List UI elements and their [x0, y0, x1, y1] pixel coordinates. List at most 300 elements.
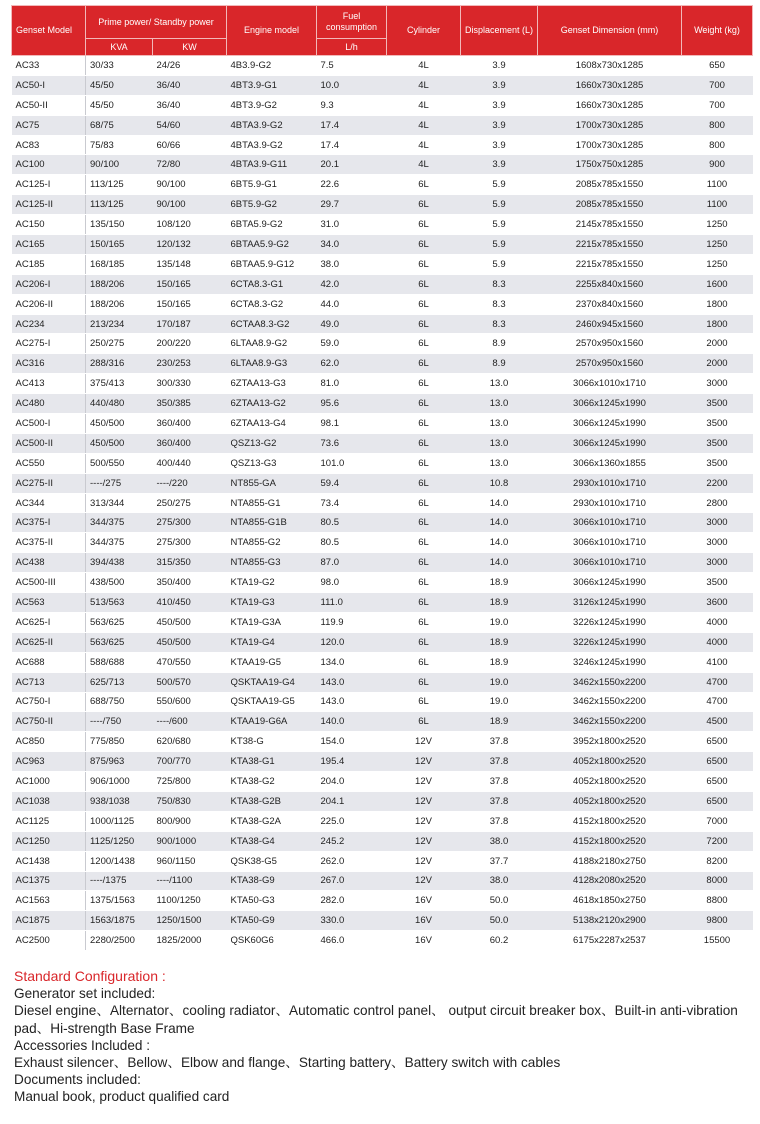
header-dimension: Genset Dimension (mm) [538, 6, 682, 56]
table-row [12, 56, 753, 76]
cell-engine: 6ZTAA13-G2 [227, 394, 317, 414]
cell-fuel: 330.0 [317, 911, 387, 931]
cell-displacement: 3.9 [461, 56, 538, 76]
cell-kw: 350/385 [153, 394, 227, 414]
cell-kw: 36/40 [153, 75, 227, 95]
cell-dimension: 3066x1245x1990 [538, 414, 682, 434]
cell-model: AC185 [12, 254, 86, 274]
cell-engine: QSZ13-G3 [227, 453, 317, 473]
cell-engine: QSKTAA19-G4 [227, 672, 317, 692]
cell-displacement: 5.9 [461, 235, 538, 255]
cell-displacement: 14.0 [461, 553, 538, 573]
cell-fuel: 17.4 [317, 115, 387, 135]
cell-model: AC963 [12, 752, 86, 772]
cell-displacement: 5.9 [461, 195, 538, 215]
cell-dimension: 2460x945x1560 [538, 314, 682, 334]
cell-displacement: 8.9 [461, 334, 538, 354]
config-accessories-heading: Accessories Included : [14, 1037, 151, 1053]
cell-engine: KTA38-G1 [227, 752, 317, 772]
cell-dimension: 4188x2180x2750 [538, 851, 682, 871]
cell-model: AC206-I [12, 274, 86, 294]
cell-weight: 800 [682, 135, 753, 155]
cell-fuel: 101.0 [317, 453, 387, 473]
cell-kva: 938/1038 [86, 791, 153, 811]
cell-kw: 1250/1500 [153, 911, 227, 931]
cell-engine: 6BTAA5.9-G12 [227, 254, 317, 274]
cell-model: AC1038 [12, 791, 86, 811]
cell-kw: 1100/1250 [153, 891, 227, 911]
cell-fuel: 22.6 [317, 175, 387, 195]
cell-dimension: 4152x1800x2520 [538, 811, 682, 831]
cell-cylinder: 16V [387, 911, 461, 931]
cell-displacement: 18.9 [461, 652, 538, 672]
cell-displacement: 8.3 [461, 274, 538, 294]
cell-fuel: 154.0 [317, 732, 387, 752]
cell-kva: 394/438 [86, 553, 153, 573]
cell-model: AC500-II [12, 433, 86, 453]
table-row [12, 334, 753, 354]
cell-model: AC625-II [12, 632, 86, 652]
cell-engine: 6BTA5.9-G2 [227, 215, 317, 235]
config-documents-items: Manual book, product qualified card [14, 1089, 230, 1105]
cell-kva: 500/550 [86, 453, 153, 473]
cell-kva: 450/500 [86, 414, 153, 434]
cell-cylinder: 6L [387, 254, 461, 274]
table-row [12, 851, 753, 871]
cell-displacement: 37.8 [461, 772, 538, 792]
table-row [12, 95, 753, 115]
cell-fuel: 73.6 [317, 433, 387, 453]
cell-dimension: 3462x1550x2200 [538, 712, 682, 732]
cell-fuel: 44.0 [317, 294, 387, 314]
cell-dimension: 4618x1850x2750 [538, 891, 682, 911]
cell-kw: 36/40 [153, 95, 227, 115]
cell-kva: 688/750 [86, 692, 153, 712]
cell-model: AC1563 [12, 891, 86, 911]
cell-kva: 438/500 [86, 573, 153, 593]
cell-model: AC206-II [12, 294, 86, 314]
cell-cylinder: 6L [387, 374, 461, 394]
cell-displacement: 18.9 [461, 573, 538, 593]
cell-weight: 8000 [682, 871, 753, 891]
cell-model: AC33 [12, 56, 86, 76]
cell-kva: 440/480 [86, 394, 153, 414]
cell-dimension: 3126x1245x1990 [538, 593, 682, 613]
cell-weight: 1800 [682, 314, 753, 334]
table-row [12, 891, 753, 911]
cell-cylinder: 12V [387, 851, 461, 871]
cell-fuel: 143.0 [317, 672, 387, 692]
header-fuel-consumption: Fuel consumption [317, 6, 387, 39]
cell-engine: KTA38-G4 [227, 831, 317, 851]
cell-engine: QSZ13-G2 [227, 433, 317, 453]
cell-displacement: 5.9 [461, 215, 538, 235]
cell-weight: 8800 [682, 891, 753, 911]
cell-model: AC375-I [12, 513, 86, 533]
table-row [12, 533, 753, 553]
cell-dimension: 1700x730x1285 [538, 135, 682, 155]
cell-dimension: 3066x1010x1710 [538, 374, 682, 394]
cell-model: AC275-I [12, 334, 86, 354]
cell-weight: 1600 [682, 274, 753, 294]
cell-cylinder: 6L [387, 235, 461, 255]
table-row [12, 394, 753, 414]
cell-cylinder: 6L [387, 354, 461, 374]
cell-fuel: 29.7 [317, 195, 387, 215]
cell-fuel: 31.0 [317, 215, 387, 235]
cell-weight: 1800 [682, 294, 753, 314]
cell-dimension: 3066x1360x1855 [538, 453, 682, 473]
cell-kw: 450/500 [153, 612, 227, 632]
cell-displacement: 37.8 [461, 791, 538, 811]
cell-cylinder: 6L [387, 712, 461, 732]
cell-fuel: 111.0 [317, 593, 387, 613]
cell-kw: 200/220 [153, 334, 227, 354]
cell-model: AC375-II [12, 533, 86, 553]
cell-displacement: 37.8 [461, 732, 538, 752]
cell-fuel: 73.4 [317, 493, 387, 513]
cell-kw: 725/800 [153, 772, 227, 792]
cell-cylinder: 4L [387, 115, 461, 135]
cell-dimension: 3226x1245x1990 [538, 632, 682, 652]
cell-fuel: 120.0 [317, 632, 387, 652]
standard-configuration [14, 968, 750, 1106]
cell-cylinder: 12V [387, 831, 461, 851]
header-engine-model: Engine model [227, 6, 317, 56]
cell-kw: 108/120 [153, 215, 227, 235]
cell-model: AC150 [12, 215, 86, 235]
cell-kw: 170/187 [153, 314, 227, 334]
cell-dimension: 2370x840x1560 [538, 294, 682, 314]
cell-fuel: 7.5 [317, 56, 387, 76]
cell-cylinder: 4L [387, 56, 461, 76]
cell-kva: 344/375 [86, 513, 153, 533]
cell-cylinder: 6L [387, 195, 461, 215]
cell-cylinder: 6L [387, 433, 461, 453]
table-row [12, 612, 753, 632]
table-row [12, 871, 753, 891]
cell-kva: 2280/2500 [86, 931, 153, 951]
cell-engine: 4B3.9-G2 [227, 56, 317, 76]
cell-kw: 750/830 [153, 791, 227, 811]
table-row [12, 692, 753, 712]
table-row [12, 374, 753, 394]
cell-dimension: 4128x2080x2520 [538, 871, 682, 891]
cell-kw: 350/400 [153, 573, 227, 593]
cell-dimension: 3066x1245x1990 [538, 394, 682, 414]
cell-model: AC50-II [12, 95, 86, 115]
cell-cylinder: 4L [387, 75, 461, 95]
cell-kva: 625/713 [86, 672, 153, 692]
config-generator-items: Diesel engine、Alternator、cooling radiator、Automatic control panel、 output circuit breaker box、Built-in anti-vibration pad、Hi-strength Base Frame [14, 1003, 738, 1036]
table-row [12, 911, 753, 931]
table-row [12, 135, 753, 155]
cell-model: AC75 [12, 115, 86, 135]
cell-kw: 54/60 [153, 115, 227, 135]
cell-cylinder: 6L [387, 274, 461, 294]
cell-kw: 315/350 [153, 553, 227, 573]
cell-kva: 1375/1563 [86, 891, 153, 911]
cell-model: AC413 [12, 374, 86, 394]
cell-fuel: 42.0 [317, 274, 387, 294]
cell-kw: 960/1150 [153, 851, 227, 871]
cell-fuel: 140.0 [317, 712, 387, 732]
cell-weight: 6500 [682, 772, 753, 792]
cell-displacement: 18.9 [461, 712, 538, 732]
cell-kw: ----/1100 [153, 871, 227, 891]
cell-cylinder: 6L [387, 553, 461, 573]
cell-engine: KTA38-G2 [227, 772, 317, 792]
cell-displacement: 38.0 [461, 831, 538, 851]
cell-displacement: 18.9 [461, 593, 538, 613]
cell-kw: 60/66 [153, 135, 227, 155]
cell-engine: QSK60G6 [227, 931, 317, 951]
cell-fuel: 81.0 [317, 374, 387, 394]
cell-engine: 4BT3.9-G2 [227, 95, 317, 115]
cell-displacement: 37.8 [461, 811, 538, 831]
cell-weight: 4700 [682, 692, 753, 712]
cell-model: AC1250 [12, 831, 86, 851]
table-row [12, 573, 753, 593]
cell-displacement: 13.0 [461, 433, 538, 453]
cell-fuel: 95.6 [317, 394, 387, 414]
cell-kva: 1563/1875 [86, 911, 153, 931]
header-kw: KW [153, 39, 227, 56]
cell-fuel: 34.0 [317, 235, 387, 255]
cell-dimension: 2930x1010x1710 [538, 473, 682, 493]
cell-kva: ----/1375 [86, 871, 153, 891]
cell-engine: KTA38-G9 [227, 871, 317, 891]
cell-kw: 800/900 [153, 811, 227, 831]
cell-cylinder: 6L [387, 294, 461, 314]
cell-fuel: 87.0 [317, 553, 387, 573]
cell-weight: 2800 [682, 493, 753, 513]
table-row [12, 354, 753, 374]
cell-weight: 2200 [682, 473, 753, 493]
cell-engine: KTAA19-G5 [227, 652, 317, 672]
cell-engine: KTAA19-G6A [227, 712, 317, 732]
cell-engine: KTA19-G4 [227, 632, 317, 652]
cell-dimension: 3462x1550x2200 [538, 692, 682, 712]
cell-dimension: 2215x785x1550 [538, 254, 682, 274]
cell-cylinder: 6L [387, 394, 461, 414]
cell-fuel: 262.0 [317, 851, 387, 871]
cell-engine: 6BT5.9-G1 [227, 175, 317, 195]
cell-cylinder: 4L [387, 135, 461, 155]
cell-cylinder: 4L [387, 155, 461, 175]
cell-fuel: 9.3 [317, 95, 387, 115]
cell-dimension: 2145x785x1550 [538, 215, 682, 235]
cell-dimension: 2930x1010x1710 [538, 493, 682, 513]
cell-weight: 3000 [682, 513, 753, 533]
cell-engine: KTA50-G3 [227, 891, 317, 911]
cell-engine: 4BT3.9-G1 [227, 75, 317, 95]
cell-kw: 275/300 [153, 513, 227, 533]
cell-engine: 6BT5.9-G2 [227, 195, 317, 215]
cell-displacement: 50.0 [461, 911, 538, 931]
cell-cylinder: 6L [387, 215, 461, 235]
cell-engine: NT855-GA [227, 473, 317, 493]
table-row [12, 215, 753, 235]
cell-kva: 68/75 [86, 115, 153, 135]
cell-kva: 1125/1250 [86, 831, 153, 851]
cell-dimension: 4152x1800x2520 [538, 831, 682, 851]
cell-kva: 188/206 [86, 274, 153, 294]
table-row [12, 632, 753, 652]
cell-displacement: 13.0 [461, 453, 538, 473]
cell-weight: 4000 [682, 612, 753, 632]
cell-displacement: 13.0 [461, 394, 538, 414]
cell-kw: 230/253 [153, 354, 227, 374]
cell-model: AC1125 [12, 811, 86, 831]
header-genset-model: Genset Model [12, 6, 86, 56]
cell-engine: 6BTAA5.9-G2 [227, 235, 317, 255]
cell-fuel: 267.0 [317, 871, 387, 891]
cell-model: AC83 [12, 135, 86, 155]
header-cylinder: Cylinder [387, 6, 461, 56]
cell-weight: 7200 [682, 831, 753, 851]
cell-displacement: 8.3 [461, 314, 538, 334]
table-row [12, 414, 753, 434]
table-row [12, 593, 753, 613]
cell-weight: 4700 [682, 672, 753, 692]
table-row [12, 493, 753, 513]
cell-cylinder: 6L [387, 533, 461, 553]
cell-displacement: 19.0 [461, 692, 538, 712]
cell-displacement: 8.3 [461, 294, 538, 314]
header-fuel-unit: L/h [317, 39, 387, 56]
cell-dimension: 2215x785x1550 [538, 235, 682, 255]
cell-displacement: 8.9 [461, 354, 538, 374]
cell-dimension: 5138x2120x2900 [538, 911, 682, 931]
cell-displacement: 37.7 [461, 851, 538, 871]
cell-cylinder: 16V [387, 931, 461, 951]
cell-weight: 700 [682, 95, 753, 115]
cell-weight: 1100 [682, 175, 753, 195]
cell-cylinder: 6L [387, 493, 461, 513]
cell-model: AC344 [12, 493, 86, 513]
cell-kva: ----/750 [86, 712, 153, 732]
cell-cylinder: 6L [387, 314, 461, 334]
cell-kva: 563/625 [86, 632, 153, 652]
cell-cylinder: 6L [387, 672, 461, 692]
cell-displacement: 13.0 [461, 414, 538, 434]
cell-fuel: 134.0 [317, 652, 387, 672]
cell-model: AC480 [12, 394, 86, 414]
cell-cylinder: 6L [387, 632, 461, 652]
cell-dimension: 1700x730x1285 [538, 115, 682, 135]
cell-weight: 1250 [682, 254, 753, 274]
config-documents-heading: Documents included: [14, 1072, 141, 1088]
cell-cylinder: 6L [387, 453, 461, 473]
cell-dimension: 4052x1800x2520 [538, 791, 682, 811]
cell-model: AC563 [12, 593, 86, 613]
cell-dimension: 3952x1800x2520 [538, 732, 682, 752]
cell-kva: 168/185 [86, 254, 153, 274]
cell-fuel: 225.0 [317, 811, 387, 831]
cell-engine: KTA38-G2A [227, 811, 317, 831]
cell-fuel: 62.0 [317, 354, 387, 374]
cell-model: AC850 [12, 732, 86, 752]
cell-cylinder: 4L [387, 95, 461, 115]
cell-dimension: 6175x2287x2537 [538, 931, 682, 951]
cell-engine: NTA855-G1B [227, 513, 317, 533]
cell-displacement: 3.9 [461, 95, 538, 115]
cell-dimension: 3246x1245x1990 [538, 652, 682, 672]
cell-engine: KTA38-G2B [227, 791, 317, 811]
cell-engine: 6LTAA8.9-G3 [227, 354, 317, 374]
cell-engine: 6CTAA8.3-G2 [227, 314, 317, 334]
cell-dimension: 2570x950x1560 [538, 334, 682, 354]
cell-kw: 150/165 [153, 294, 227, 314]
cell-kva: 313/344 [86, 493, 153, 513]
cell-dimension: 1608x730x1285 [538, 56, 682, 76]
cell-kva: 113/125 [86, 195, 153, 215]
cell-weight: 650 [682, 56, 753, 76]
cell-kva: 90/100 [86, 155, 153, 175]
cell-weight: 2000 [682, 354, 753, 374]
cell-cylinder: 6L [387, 593, 461, 613]
cell-kw: 550/600 [153, 692, 227, 712]
cell-model: AC750-II [12, 712, 86, 732]
cell-cylinder: 6L [387, 334, 461, 354]
cell-weight: 8200 [682, 851, 753, 871]
cell-fuel: 10.0 [317, 75, 387, 95]
cell-displacement: 14.0 [461, 493, 538, 513]
cell-displacement: 50.0 [461, 891, 538, 911]
cell-displacement: 3.9 [461, 75, 538, 95]
table-row [12, 732, 753, 752]
cell-model: AC550 [12, 453, 86, 473]
cell-model: AC50-I [12, 75, 86, 95]
cell-cylinder: 6L [387, 473, 461, 493]
table-row [12, 513, 753, 533]
table-row [12, 652, 753, 672]
cell-cylinder: 6L [387, 513, 461, 533]
table-row [12, 175, 753, 195]
cell-weight: 3500 [682, 414, 753, 434]
cell-kva: 563/625 [86, 612, 153, 632]
cell-cylinder: 12V [387, 732, 461, 752]
cell-dimension: 1750x750x1285 [538, 155, 682, 175]
cell-kw: 1825/2000 [153, 931, 227, 951]
cell-fuel: 17.4 [317, 135, 387, 155]
cell-fuel: 20.1 [317, 155, 387, 175]
cell-fuel: 119.9 [317, 612, 387, 632]
cell-kva: 375/413 [86, 374, 153, 394]
cell-weight: 1250 [682, 215, 753, 235]
cell-engine: KTA19-G2 [227, 573, 317, 593]
table-row [12, 931, 753, 951]
config-generator-heading: Generator set included: [14, 986, 156, 1002]
cell-displacement: 60.2 [461, 931, 538, 951]
cell-cylinder: 6L [387, 414, 461, 434]
cell-model: AC500-I [12, 414, 86, 434]
cell-dimension: 4052x1800x2520 [538, 772, 682, 792]
cell-fuel: 195.4 [317, 752, 387, 772]
cell-engine: NTA855-G2 [227, 533, 317, 553]
cell-weight: 6500 [682, 752, 753, 772]
cell-engine: NTA855-G1 [227, 493, 317, 513]
table-row [12, 473, 753, 493]
cell-displacement: 5.9 [461, 175, 538, 195]
cell-weight: 3000 [682, 374, 753, 394]
cell-fuel: 143.0 [317, 692, 387, 712]
cell-dimension: 2085x785x1550 [538, 175, 682, 195]
cell-kw: 150/165 [153, 274, 227, 294]
cell-engine: 6CTA8.3-G2 [227, 294, 317, 314]
cell-dimension: 2255x840x1560 [538, 274, 682, 294]
